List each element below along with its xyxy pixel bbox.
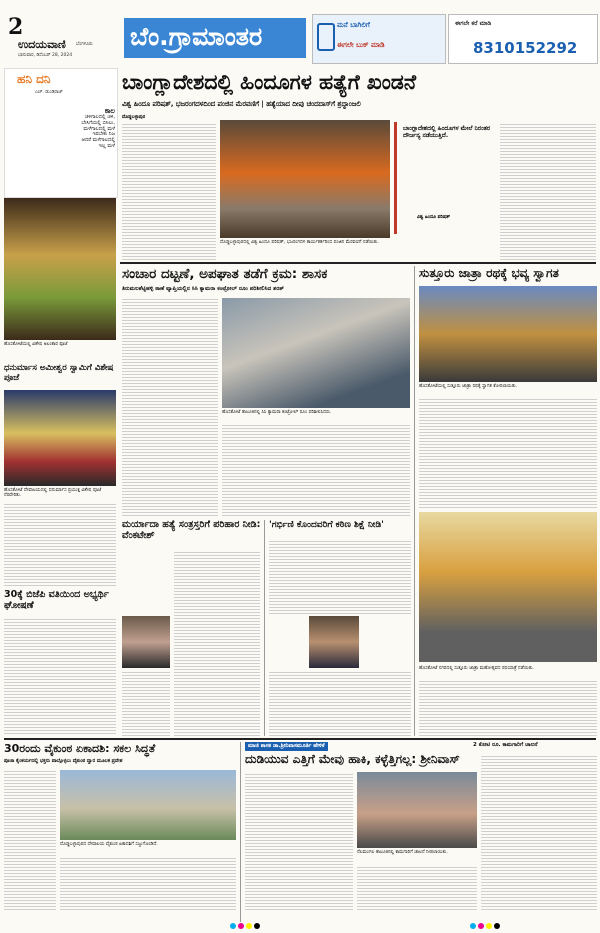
bottom-right-kicker2: 2 ಕೋಟಿ ರೂ. ಕಾಮಗಾರಿಗೆ ಚಾಲನೆ (473, 742, 538, 748)
left-column (4, 68, 116, 736)
edition: ಬೆಂಗಳೂರು (76, 42, 93, 47)
second-photo-caption: ಹೊಸಕೋಟೆ ತಾಲೂಕಿನಲ್ಲಿ ಸಿಸಿ ಕ್ಯಾಮರಾ ಕಂಟ್ರೋಲ್ ರೂಂ ಪರಿಶೀಲಿಸಿದರು. (222, 410, 332, 415)
right-body-2 (419, 680, 597, 736)
second-story (120, 266, 410, 516)
lead-body-col1 (122, 122, 216, 260)
poem (45, 107, 115, 150)
paper-name: ಉದಯವಾಣಿ (18, 38, 66, 51)
lead-quote-box (394, 122, 497, 234)
magenta-mark (238, 923, 244, 929)
lead-quote: ಬಾಂಗ್ಲಾದೇಶದಲ್ಲಿ ಹಿಂದೂಗಳ ಮೇಲೆ ನಿರಂತರ ದೌರ್ಜನ್ಯ ನಡೆಯುತ್ತಿದೆ. (403, 125, 491, 139)
right-headline: ಸುತ್ತೂರು ಜಾತ್ರಾ ರಥಕ್ಕೆ ಭವ್ಯ ಸ್ವಾಗತ (419, 266, 559, 280)
mid-left-headline: ಮರ್ಯಾದಾ ಹತ್ಯೆ ಸಂತ್ರಸ್ತರಿಗೆ ಪರಿಹಾರ ನೀಡಿ: ವೆಂಕಟೇಶ್ (122, 519, 261, 541)
deity-photo-2 (4, 390, 116, 486)
bottom-left-photo (60, 770, 236, 840)
section-title-box (124, 18, 306, 58)
right-photo-1 (419, 286, 597, 382)
black-mark (494, 923, 500, 929)
mid-left-body (174, 550, 260, 736)
bottom-right-kicker: ಮಾಜಿ ಶಾಸಕ ಡಾ.ಶ್ರೀನಿವಾಸಮೂರ್ತಿ ಹೇಳಿಕೆ (245, 742, 328, 751)
cyan-mark (470, 923, 476, 929)
lead-story (120, 70, 596, 260)
headline-bjp: 30ಕ್ಕೆ ಬಿಜೆಪಿ ವತಿಯಿಂದ ಅಭ್ಯರ್ಥಿ ಘೋಷಣೆ (4, 589, 109, 611)
bottom-left-photo-caption: ದೊಡ್ಡಬಳ್ಳಾಪುರದ ದೇವಾಲಯ ವೈಕುಂಠ ಏಕಾದಶಿಗೆ ಸಜ್ಜುಗೊಂಡಿದೆ. (60, 842, 158, 847)
headline-dhanurmasa: ಧನುರ್ಮಾಸ ಅಮೀಶ್ವರ ಸ್ವಾಮಿಗೆ ವಿಶೇಷ ಪೂಜೆ (4, 363, 114, 383)
masthead (0, 0, 600, 68)
mid-left-photo (122, 616, 170, 668)
bottom-right-photo-caption: ನೆಲಮಂಗಲ ತಾಲೂಕಿನಲ್ಲಿ ಕಾಮಗಾರಿಗೆ ಚಾಲನೆ ನೀಡಲಾಯಿತು. (357, 850, 448, 855)
poem-line: ಬೇಸಿಗೆಯಲ್ಲಿ ಬಿಸಿಲು, (81, 119, 115, 126)
bottom-right-body (245, 772, 353, 910)
magenta-mark (478, 923, 484, 929)
date-line: ಭಾನುವಾರ, ಡಿಸೆಂಬರ್ 28, 2024 (18, 53, 73, 58)
divider (120, 262, 596, 264)
hanidani-title: ಹನಿ ದನಿ (17, 72, 51, 86)
left-body-text (4, 504, 116, 586)
left-body-text-2 (4, 618, 116, 734)
page-number: 2 (8, 14, 24, 40)
yellow-mark (246, 923, 252, 929)
lead-photo (220, 120, 390, 238)
lead-body-col3 (500, 122, 596, 260)
mid-center-story (264, 520, 411, 736)
right-story (414, 266, 597, 736)
deity-photo-1 (4, 198, 116, 340)
hanidani-author: ಎಚ್. ಡುಂಡಿರಾಜ್ (35, 90, 63, 95)
ad2-line1: ಈಗಲೇ ಕರೆ ಮಾಡಿ (455, 20, 492, 27)
right-photo-caption: ಹೊಸಕೋಟೆಯಲ್ಲಿ ಸುತ್ತೂರು ಜಾತ್ರಾ ರಥಕ್ಕೆ ಸ್ವಾಗತ ಕೋರಲಾಯಿತು. (419, 384, 518, 389)
bottom-left-headline: 30ರಂದು ವೈಕುಂಠ ಏಕಾದಶಿ: ಸಕಲ ಸಿದ್ಧತೆ (4, 742, 156, 755)
second-subhead: ತಿರುಮಲಶೆಟ್ಟಿಹಳ್ಳಿ ಠಾಣೆ ವ್ಯಾಪ್ತಿಯಲ್ಲಿನ ಸಿಸಿ ಕ್ಯಾಮರಾ ಕಂಟ್ರೋಲ್ ರೂಂ ಪರಿಶೀಲಿಸಿದ ಶರತ್ (122, 286, 284, 292)
right-body (419, 398, 597, 508)
lead-quote-author: ವಿಶ್ವ ಹಿಂದೂ ಪರಿಷತ್ (417, 215, 451, 220)
poem-line: ಆದರೆ ಮಳೆಗಾಲದಲ್ಲಿ (81, 137, 115, 144)
lead-photo-caption: ದೊಡ್ಡಬಳ್ಳಾಪುರದಲ್ಲಿ ವಿಶ್ವ ಹಿಂದೂ ಪರಿಷತ್, ಭಜರಂಗದಳ ಕಾರ್ಯಕರ್ತರಿಂದ ಪಂಜಿನ ಮೆರವಣಿಗೆ ನಡೆಯಿತು. (220, 240, 379, 245)
right-photo-2 (419, 512, 597, 662)
poem-line: ಇಲ್ಲ ಮಳೆ (98, 142, 115, 149)
right-photo2-caption: ಹೊಸಕೋಟೆ ನಗರದಲ್ಲಿ ಸುತ್ತೂರು ಜಾತ್ರಾ ಮಹೋತ್ಸವದ ರಥಯಾತ್ರೆ ನಡೆಯಿತು. (419, 666, 535, 671)
bottom-right-photo (357, 772, 477, 848)
ad1-line2: ಈಗಲೇ ಬುಕ್ ಮಾಡಿ (337, 41, 385, 49)
mid-center-headline: 'ಗರ್ಭಿಣಿ ಕೊಂದವರಿಗೆ ಕಠಿಣ ಶಿಕ್ಷೆ ನೀಡಿ' (269, 520, 384, 530)
cyan-mark (230, 923, 236, 929)
ad2-phone: 8310152292 (473, 39, 578, 57)
registration-marks-right (468, 914, 500, 933)
mid-left-body-2 (122, 672, 170, 736)
photo2-caption: ಹೊಸಕೋಟೆ ದೇವಾಲಯದಲ್ಲಿ ಧನುರ್ಮಾಸ ಪ್ರಯುಕ್ತ ವಿಶೇಷ ಪೂಜೆ ನೆರವೇರಿತು. (4, 488, 102, 499)
black-mark (254, 923, 260, 929)
ad-banner-2 (448, 14, 598, 64)
bottom-left-subhead: ಪೂಜಾ ಕೈಂಕರ್ಯದಲ್ಲಿ ಭಕ್ತರು ಪಾಲ್ಗೊಳ್ಳಲು ವೈಕುಂಠ ದ್ವಾರ ಮೂಲಕ ಪ್ರವೇಶ (4, 758, 123, 764)
lead-dateline: ದೊಡ್ಡಬಳ್ಳಾಪುರ (122, 115, 146, 120)
hanidani-box (4, 68, 118, 198)
lead-subhead: ವಿಶ್ವ ಹಿಂದೂ ಪರಿಷತ್, ಭಜರಂಗದಳದಿಂದ ಪಂಜಿನ ಮೆರವಣಿಗೆ | ಹತ್ಯೆಯಾದ ದೀಪು ಚಂದದಾಸ್‌ಗೆ ಶ್ರದ್ಧಾಂಜಲಿ (122, 100, 361, 108)
registration-marks (228, 914, 260, 933)
mid-center-photo (309, 616, 359, 668)
mid-center-body (269, 540, 411, 614)
poem-line: ಇರಬೇಕು ನಿಜ (92, 131, 115, 138)
bottom-right-headline: ದುಡಿಯುವ ಎತ್ತಿಗೆ ಮೇವು ಹಾಕಿ, ಕಳ್ಳೆತ್ತಿಗಲ್ಲ: ಶ್ರೀನಿವಾಸ್ (245, 752, 460, 766)
ad1-line1: ಮನೆ ಬಾಗಿಲಿಗೆ (337, 21, 370, 29)
second-photo (222, 298, 410, 408)
poem-line: ಕಾಲ (104, 107, 115, 115)
bottom-right-story (240, 742, 597, 922)
poem-line: ಚಳಿಗಾಲದಲ್ಲಿ ಚಳಿ, (84, 114, 115, 121)
phone-icon (317, 23, 335, 51)
photo1-caption: ಹೊಸಕೋಟೆಯಲ್ಲಿ ವಿಶೇಷ ಅಲಂಕಾರ ಪೂಜೆ (4, 342, 68, 347)
bottom-left-body (4, 770, 56, 910)
bottom-right-body-3 (481, 754, 597, 910)
lead-headline: ಬಾಂಗ್ಲಾದೇಶದಲ್ಲಿ ಹಿಂದೂಗಳ ಹತ್ಯೆಗೆ ಖಂಡನೆ (122, 70, 417, 94)
mid-center-body-2 (269, 672, 411, 736)
ad-banner-1 (312, 14, 446, 64)
bottom-right-body-2 (357, 866, 477, 910)
divider-bottom (4, 738, 596, 740)
mid-left-story (120, 520, 260, 736)
poem-line: ಮಳೆಗಾಲದಲ್ಲಿ ಮಳೆ (83, 125, 115, 132)
bottom-left-body-2 (60, 856, 236, 910)
bottom-left-story (4, 742, 236, 922)
second-body (122, 298, 218, 516)
second-body-2 (222, 424, 410, 516)
second-headline: ಸಂಚಾರ ದಟ್ಟಣೆ, ಅಪಘಾತ ತಡೆಗೆ ಕ್ರಮ: ಶಾಸಕ (122, 266, 328, 282)
section-title: ಬೆಂ.ಗ್ರಾಮಾಂತರ (130, 22, 263, 51)
yellow-mark (486, 923, 492, 929)
